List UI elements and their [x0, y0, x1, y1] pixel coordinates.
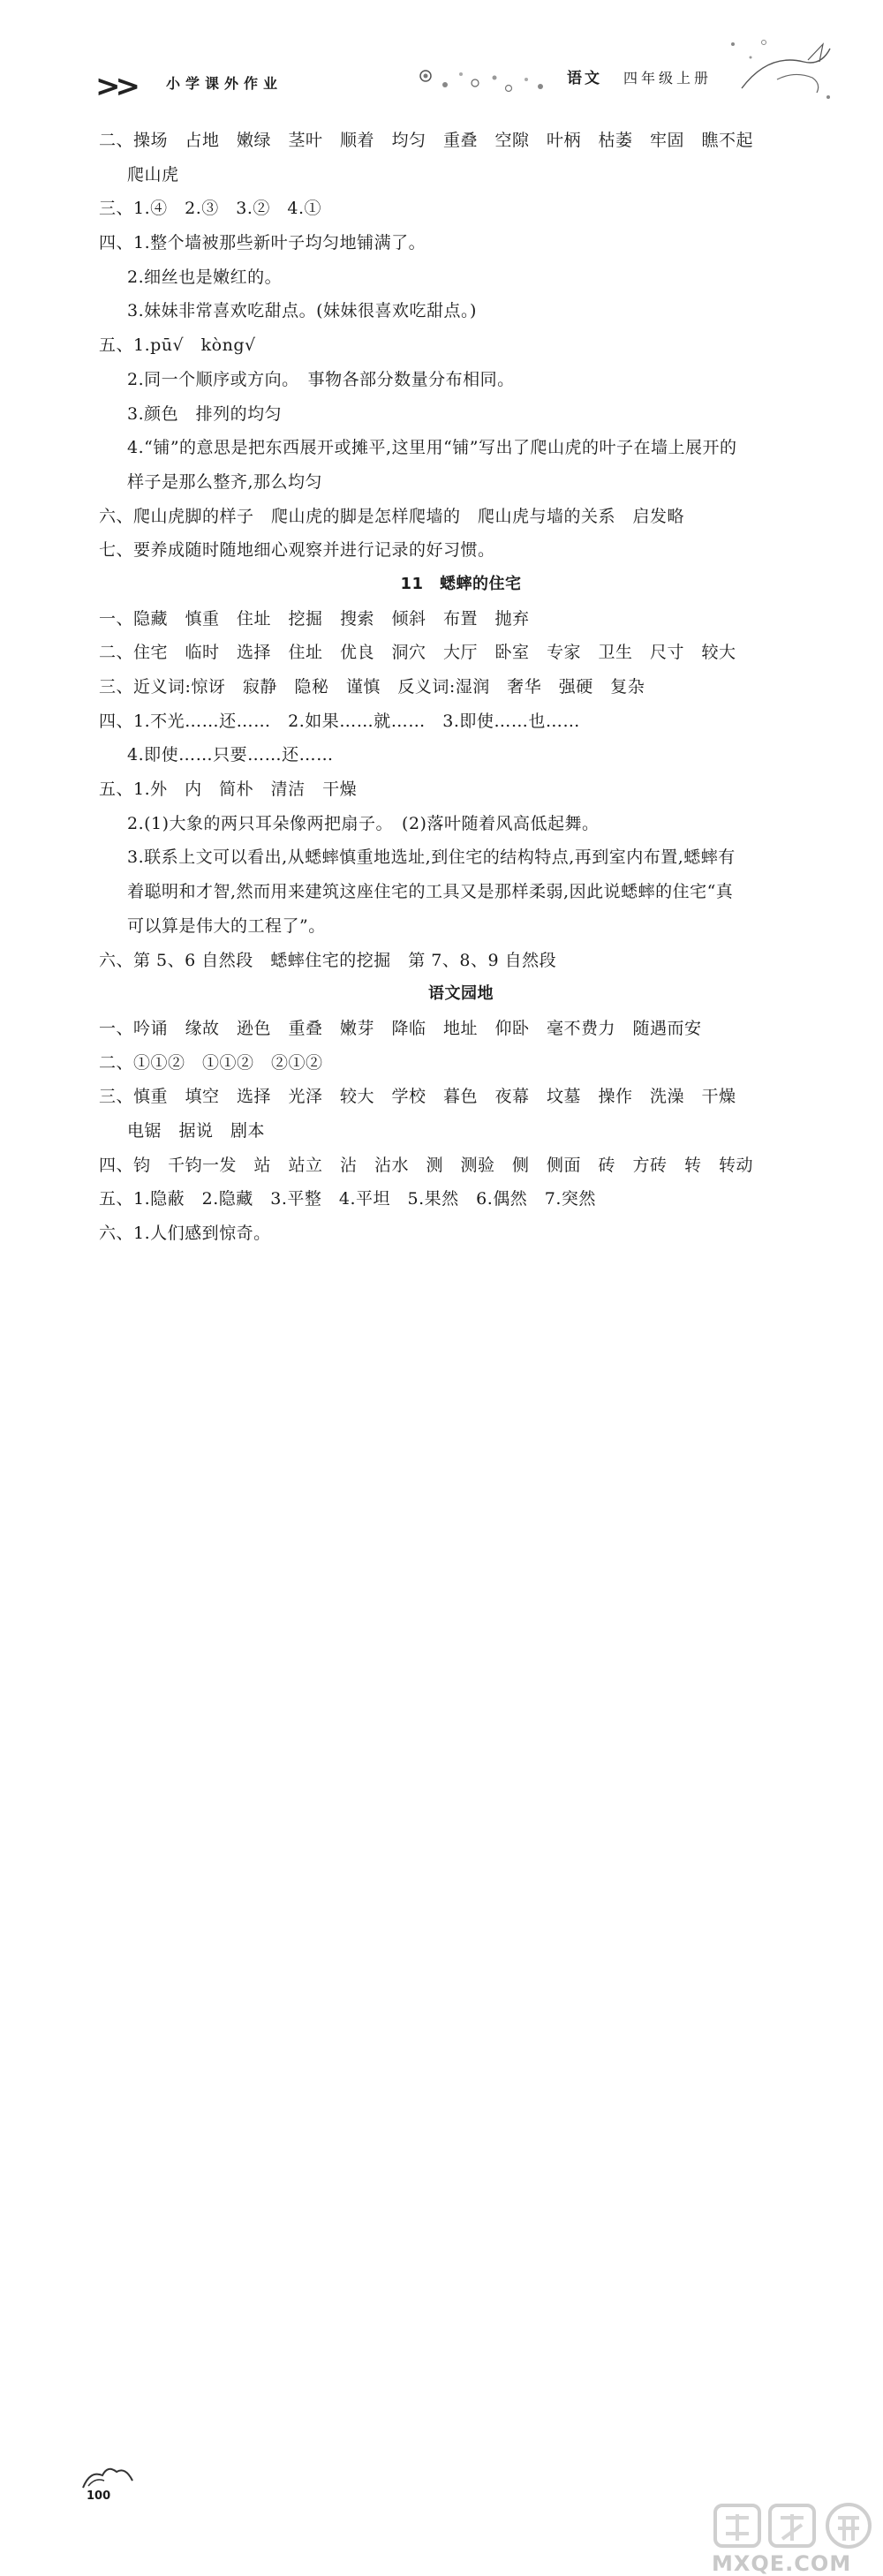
page-footer [0, 1227, 883, 2576]
answer-line: 4.即使……只要……还…… [127, 745, 334, 765]
watermark-logo-icon [712, 2498, 875, 2551]
answer-line: 五、1.外 内 简朴 清洁 干燥 [99, 780, 358, 800]
section-title: 11 蟋蟀的住宅 [400, 574, 522, 593]
answer-line: 五、1.pū√ kòng√ [99, 335, 256, 356]
section-title: 语文园地 [428, 984, 494, 1004]
answer-line: 一、吟诵 缘故 逊色 重叠 嫩芽 降临 地址 仰卧 毫不费力 随遇而安 [99, 1018, 702, 1038]
subject-label: 语文 [567, 70, 602, 87]
answer-line: 爬山虎 [127, 164, 179, 185]
answer-line: 五、1.隐蔽 2.隐藏 3.平整 4.平坦 5.果然 6.偶然 7.突然 [99, 1189, 596, 1209]
answer-line: 二、住宅 临时 选择 住址 优良 洞穴 大厅 卧室 专家 卫生 尺寸 较大 [99, 643, 736, 663]
answer-line: 2.(1)大象的两只耳朵像两把扇子。 (2)落叶随着风高低起舞。 [127, 813, 600, 833]
watermark-text: MXQE.COM [712, 2551, 852, 2576]
answer-line: 六、第 5、6 自然段 蟋蟀住宅的挖掘 第 7、8、9 自然段 [99, 950, 557, 970]
answer-line: 三、1.④ 2.③ 3.② 4.① [99, 199, 322, 219]
page-header [0, 0, 883, 115]
series-title: 小学课外作业 [166, 75, 283, 92]
page-number: 100 [87, 2489, 111, 2503]
answer-line: 着聪明和才智,然而用来建筑这座住宅的工具又是那样柔弱,因此说蟋蟀的住宅“真 [127, 882, 734, 902]
answer-line: 二、操场 占地 嫩绿 茎叶 顺着 均匀 重叠 空隙 叶柄 枯萎 牢固 瞧不起 [99, 131, 754, 150]
answer-line: 二、①①② ①①② ②①② [99, 1052, 323, 1073]
chevron-right-icon: >> [95, 69, 135, 104]
answer-line: 六、爬山虎脚的样子 爬山虎的脚是怎样爬墙的 爬山虎与墙的关系 启发略 [99, 506, 685, 526]
answer-content [99, 124, 823, 1251]
answer-line: 三、近义词:惊讶 寂静 隐秘 谨慎 反义词:湿润 奢华 强硬 复杂 [99, 677, 645, 697]
answer-line: 三、慎重 填空 选择 光泽 较大 学校 暮色 夜幕 坟墓 操作 洗澡 干燥 [99, 1087, 736, 1107]
answer-line: 2.同一个顺序或方向。 事物各部分数量分布相同。 [127, 369, 515, 389]
answer-line: 一、隐藏 慎重 住址 挖掘 搜索 倾斜 布置 抛弃 [99, 608, 530, 629]
answer-line: 2.细丝也是嫩红的。 [127, 267, 283, 287]
answer-line: 七、要养成随时随地细心观察并进行记录的好习惯。 [99, 540, 495, 561]
bird-sketch-icon [724, 35, 839, 106]
answer-line: 3.颜色 排列的均匀 [127, 403, 283, 424]
answer-line: 3.联系上文可以看出,从蟋蟀慎重地选址,到住宅的结构特点,再到室内布置,蟋蟀有 [127, 847, 736, 868]
answer-line: 3.妹妹非常喜欢吃甜点。(妹妹很喜欢吃甜点。) [127, 301, 477, 321]
decorative-dots-icon [417, 65, 558, 101]
answer-line: 四、钧 千钧一发 站 站立 沾 沾水 测 测验 侧 侧面 砖 方砖 转 转动 [99, 1155, 754, 1175]
answer-line: 电锯 据说 剧本 [127, 1120, 266, 1141]
answer-line: 六、1.人们感到惊奇。 [99, 1224, 271, 1243]
grade-label: 四年级上册 [623, 70, 713, 87]
answer-line: 四、1.整个墙被那些新叶子均匀地铺满了。 [99, 233, 426, 253]
answer-line: 四、1.不光……还…… 2.如果……就…… 3.即使……也…… [99, 711, 580, 731]
answer-line: 4.“铺”的意思是把东西展开或摊平,这里用“铺”写出了爬山虎的叶子在墙上展开的 [127, 438, 737, 458]
leaf-decoration-icon [81, 2463, 134, 2489]
answer-line: 可以算是伟大的工程了”。 [127, 915, 326, 936]
answer-line: 样子是那么整齐,那么均匀 [127, 471, 323, 492]
